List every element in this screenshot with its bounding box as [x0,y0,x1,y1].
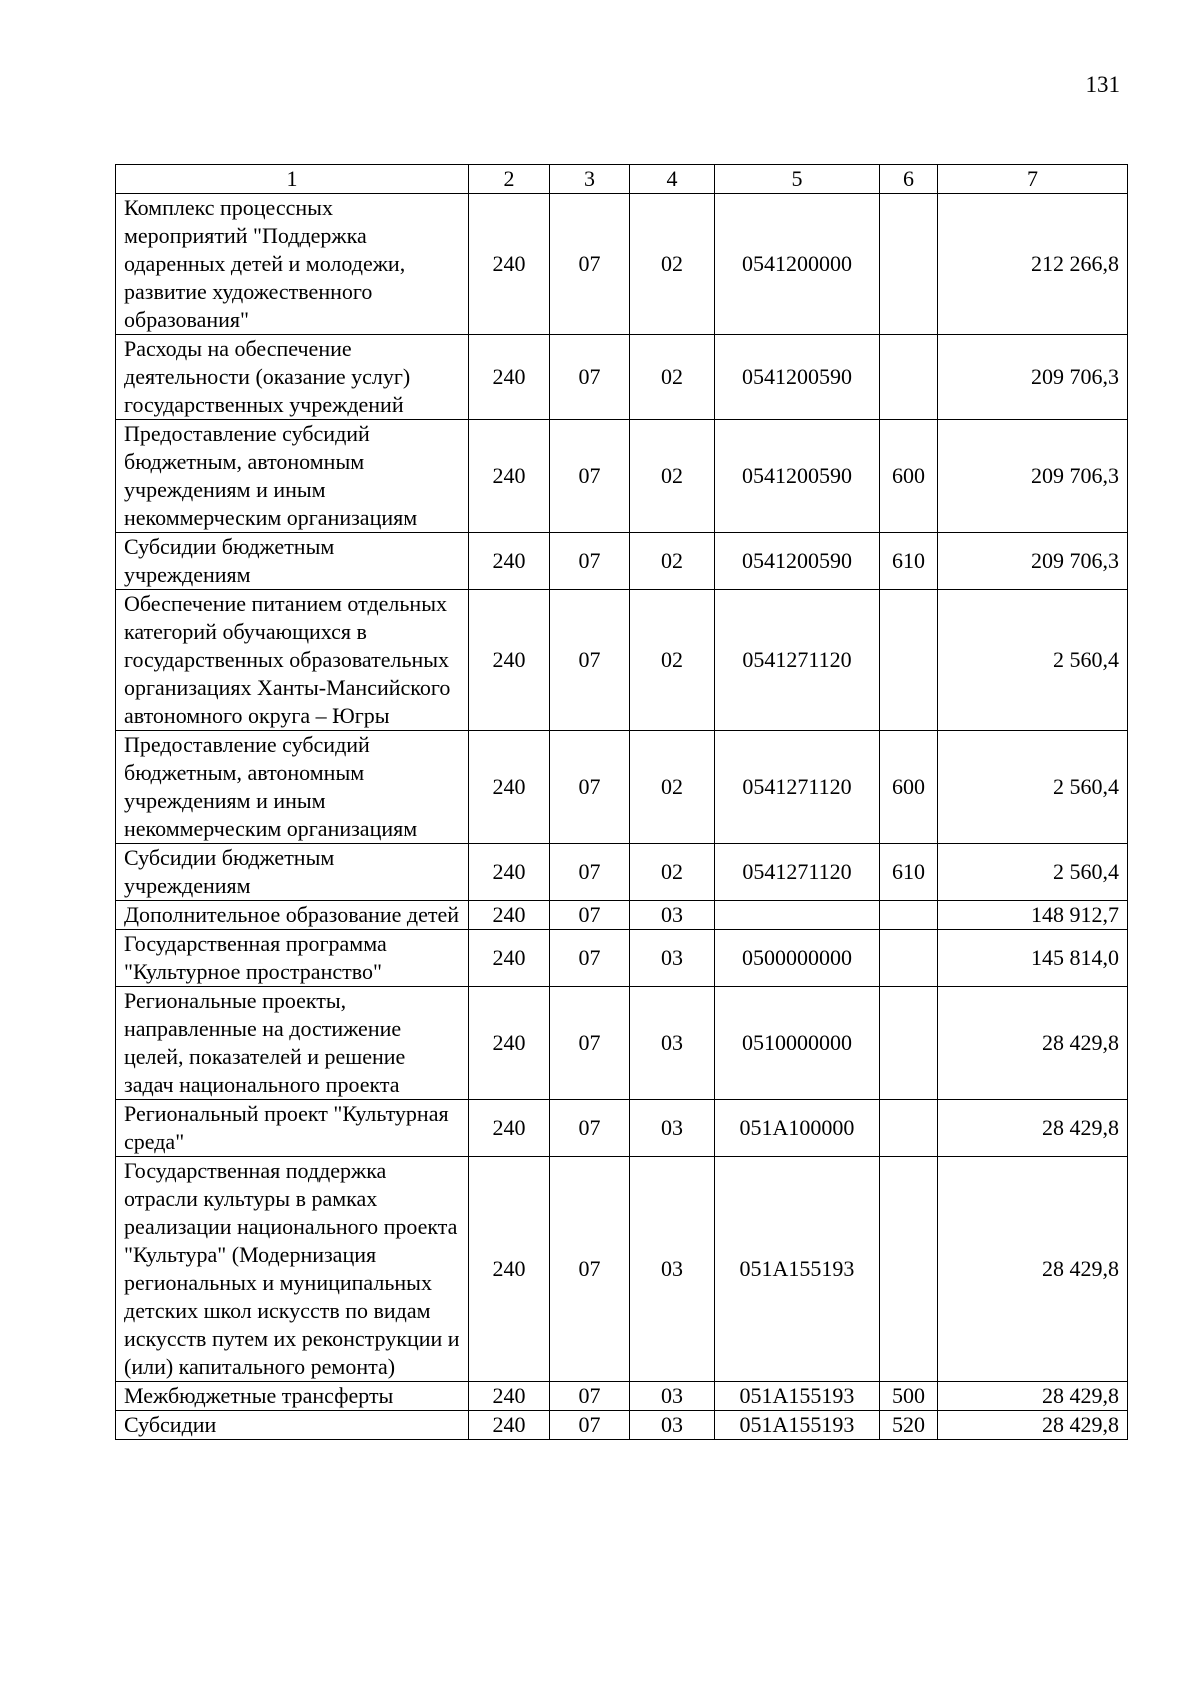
row-col3: 07 [550,987,630,1100]
row-col3: 07 [550,1382,630,1411]
table-row [116,194,1128,335]
row-col3: 07 [550,335,630,420]
row-col4: 03 [630,930,715,987]
row-amount: 28 429,8 [938,1100,1128,1157]
row-col2: 240 [469,731,550,844]
row-amount: 209 706,3 [938,335,1128,420]
row-name: Субсидии [116,1411,469,1440]
row-col4: 02 [630,194,715,335]
row-col6: 600 [880,731,938,844]
row-amount: 2 560,4 [938,844,1128,901]
row-col6 [880,335,938,420]
row-col4: 02 [630,533,715,590]
row-col2: 240 [469,1382,550,1411]
row-col4: 03 [630,1382,715,1411]
row-amount: 28 429,8 [938,1411,1128,1440]
page-number: 131 [1085,72,1120,97]
row-col6: 600 [880,420,938,533]
table-row [116,420,1128,533]
table-row [116,901,1128,930]
row-col5: 051A155193 [715,1157,880,1382]
row-amount: 28 429,8 [938,987,1128,1100]
row-col2: 240 [469,335,550,420]
table-row [116,1382,1128,1411]
table-row [116,1100,1128,1157]
row-col4: 03 [630,1100,715,1157]
row-col2: 240 [469,194,550,335]
row-col3: 07 [550,930,630,987]
table-row [116,987,1128,1100]
row-name: Государственная поддержка отрасли культуры в рамках реализации национального проекта "Культура" (Модернизация региональных и муниципальных детских школ искусств по видам искусств путем их реконструкции и (или) капитального ремонта) [116,1157,469,1382]
row-col3: 07 [550,420,630,533]
row-col2: 240 [469,930,550,987]
row-amount: 2 560,4 [938,590,1128,731]
row-col3: 07 [550,194,630,335]
row-col6: 610 [880,844,938,901]
row-col4: 02 [630,731,715,844]
row-col3: 07 [550,590,630,731]
row-col6 [880,1100,938,1157]
row-col4: 02 [630,420,715,533]
row-col2: 240 [469,590,550,731]
column-header: 6 [880,165,938,194]
table-row [116,844,1128,901]
row-col2: 240 [469,1411,550,1440]
row-col6 [880,1157,938,1382]
row-col3: 07 [550,1411,630,1440]
row-col5: 051A155193 [715,1382,880,1411]
row-col3: 07 [550,844,630,901]
row-name: Субсидии бюджетным учреждениям [116,533,469,590]
row-amount: 2 560,4 [938,731,1128,844]
row-col6: 520 [880,1411,938,1440]
row-col5: 0541200590 [715,335,880,420]
row-col6: 500 [880,1382,938,1411]
row-col5: 051A155193 [715,1411,880,1440]
row-amount: 145 814,0 [938,930,1128,987]
column-header: 7 [938,165,1128,194]
row-name: Межбюджетные трансферты [116,1382,469,1411]
row-amount: 148 912,7 [938,901,1128,930]
table-row [116,590,1128,731]
row-col5: 051A100000 [715,1100,880,1157]
row-name: Комплекс процессных мероприятий "Поддержка одаренных детей и молодежи, развитие художественного образования" [116,194,469,335]
row-col2: 240 [469,1100,550,1157]
row-name: Региональные проекты, направленные на достижение целей, показателей и решение задач национального проекта [116,987,469,1100]
row-col4: 02 [630,844,715,901]
row-col6 [880,930,938,987]
row-col5: 0541200590 [715,533,880,590]
row-amount: 209 706,3 [938,533,1128,590]
row-col2: 240 [469,420,550,533]
row-col5: 0541271120 [715,731,880,844]
row-name: Расходы на обеспечение деятельности (оказание услуг) государственных учреждений [116,335,469,420]
column-header: 5 [715,165,880,194]
row-amount: 28 429,8 [938,1157,1128,1382]
table-row [116,1411,1128,1440]
row-col4: 02 [630,335,715,420]
row-col2: 240 [469,1157,550,1382]
row-col3: 07 [550,1157,630,1382]
row-name: Предоставление субсидий бюджетным, автономным учреждениям и иным некоммерческим организациям [116,731,469,844]
table-row [116,533,1128,590]
row-col3: 07 [550,731,630,844]
row-col2: 240 [469,844,550,901]
row-col2: 240 [469,901,550,930]
column-header: 1 [116,165,469,194]
row-name: Дополнительное образование детей [116,901,469,930]
column-header: 4 [630,165,715,194]
row-col6 [880,194,938,335]
table-header-row [116,165,1128,194]
row-col4: 03 [630,1157,715,1382]
column-header: 2 [469,165,550,194]
row-name: Субсидии бюджетным учреждениям [116,844,469,901]
table-row [116,1157,1128,1382]
row-name: Обеспечение питанием отдельных категорий обучающихся в государственных образовательных организациях Ханты-Мансийского автономного округа – Югры [116,590,469,731]
row-col3: 07 [550,1100,630,1157]
row-amount: 209 706,3 [938,420,1128,533]
row-col6 [880,987,938,1100]
row-name: Государственная программа "Культурное пространство" [116,930,469,987]
row-col5 [715,901,880,930]
row-col2: 240 [469,987,550,1100]
row-col2: 240 [469,533,550,590]
row-col4: 02 [630,590,715,731]
row-amount: 28 429,8 [938,1382,1128,1411]
row-col4: 03 [630,987,715,1100]
column-header: 3 [550,165,630,194]
table-row [116,731,1128,844]
row-col5: 0541271120 [715,844,880,901]
row-col5: 0510000000 [715,987,880,1100]
row-col4: 03 [630,1411,715,1440]
row-col5: 0541200590 [715,420,880,533]
table-row [116,930,1128,987]
row-col6 [880,901,938,930]
row-col6 [880,590,938,731]
budget-table [115,164,1128,1440]
row-col5: 0500000000 [715,930,880,987]
row-col5: 0541271120 [715,590,880,731]
row-amount: 212 266,8 [938,194,1128,335]
row-col3: 07 [550,901,630,930]
row-col3: 07 [550,533,630,590]
row-name: Предоставление субсидий бюджетным, автономным учреждениям и иным некоммерческим организациям [116,420,469,533]
table-row [116,335,1128,420]
row-col6: 610 [880,533,938,590]
row-col5: 0541200000 [715,194,880,335]
row-col4: 03 [630,901,715,930]
row-name: Региональный проект "Культурная среда" [116,1100,469,1157]
